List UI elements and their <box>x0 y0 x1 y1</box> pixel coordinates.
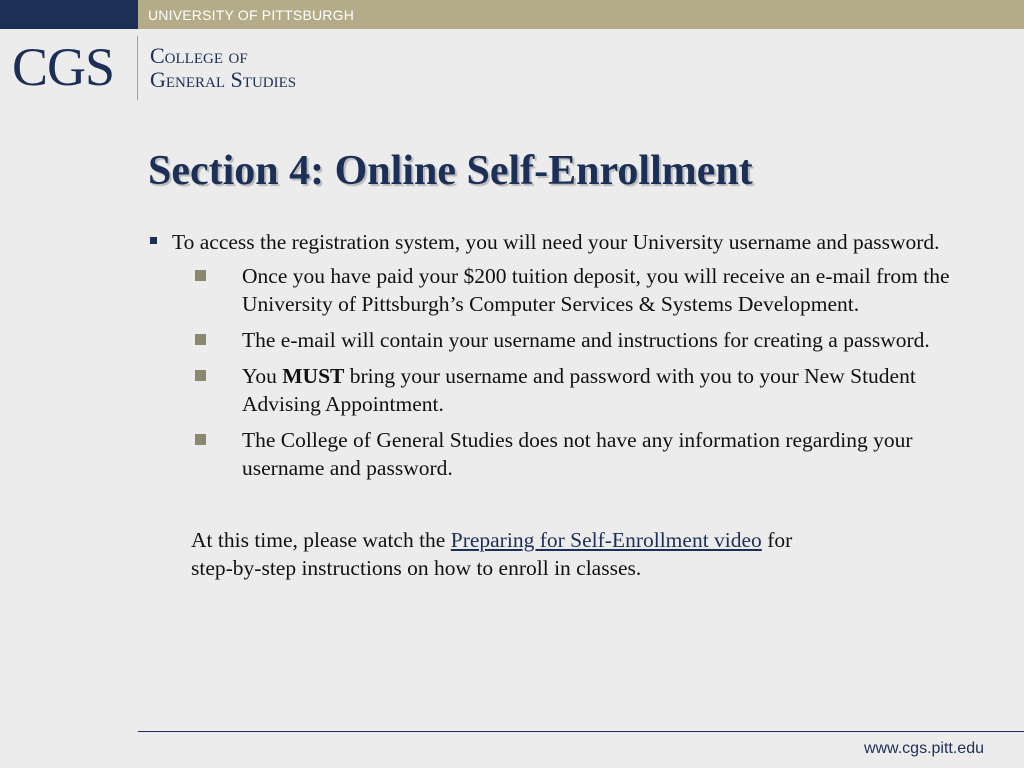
square-bullet-icon <box>195 334 206 345</box>
closing-text-before: At this time, please watch the <box>191 528 451 552</box>
sub-bullet-text: Once you have paid your $200 tuition deposit, you will receive an e-mail from the University of Pittsburgh’s Computer Services & Systems Development. <box>242 264 950 316</box>
square-bullet-icon <box>195 270 206 281</box>
sub-bullet-text-after: bring your username and password with you to your New Student Advising Appointment. <box>242 364 916 416</box>
slide-title: Section 4: Online Self-Enrollment <box>148 148 753 194</box>
college-name-line2: General Studies <box>150 67 297 92</box>
logo-divider <box>137 36 138 100</box>
sub-bullet-item <box>148 262 968 318</box>
emphasis-must: MUST <box>282 364 345 388</box>
college-name-line1: College of <box>150 43 248 68</box>
bullet-text: To access the registration system, you will need your University username and password. <box>172 230 940 254</box>
sub-bullet-item <box>148 426 968 482</box>
university-name: UNIVERSITY OF PITTSBURGH <box>148 7 355 23</box>
college-name-logo <box>150 44 296 92</box>
footer-divider <box>138 731 1024 732</box>
square-bullet-icon <box>195 370 206 381</box>
square-bullet-icon <box>150 237 157 244</box>
closing-paragraph <box>148 526 968 582</box>
cgs-logo: CGS <box>12 37 115 97</box>
footer-url: www.cgs.pitt.edu <box>863 740 984 757</box>
sub-bullet-item <box>148 326 968 354</box>
closing-text-line2: step-by-step instructions on how to enroll in classes. <box>191 556 642 580</box>
sub-bullet-item <box>148 362 968 418</box>
sub-bullet-text-before: You <box>242 364 283 388</box>
sub-bullet-text: The e-mail will contain your username and instructions for creating a password. <box>242 328 930 352</box>
self-enrollment-video-link[interactable]: Preparing for Self-Enrollment video <box>450 528 762 552</box>
top-banner <box>0 0 1024 29</box>
square-bullet-icon <box>195 434 206 445</box>
bullet-item <box>148 228 968 256</box>
slide-content <box>148 228 968 582</box>
top-banner-navy-block <box>0 0 138 29</box>
closing-text-after: for <box>761 528 793 552</box>
sub-bullet-text: The College of General Studies does not have any information regarding your username and password. <box>242 428 913 480</box>
sub-bullet-text <box>242 364 916 416</box>
